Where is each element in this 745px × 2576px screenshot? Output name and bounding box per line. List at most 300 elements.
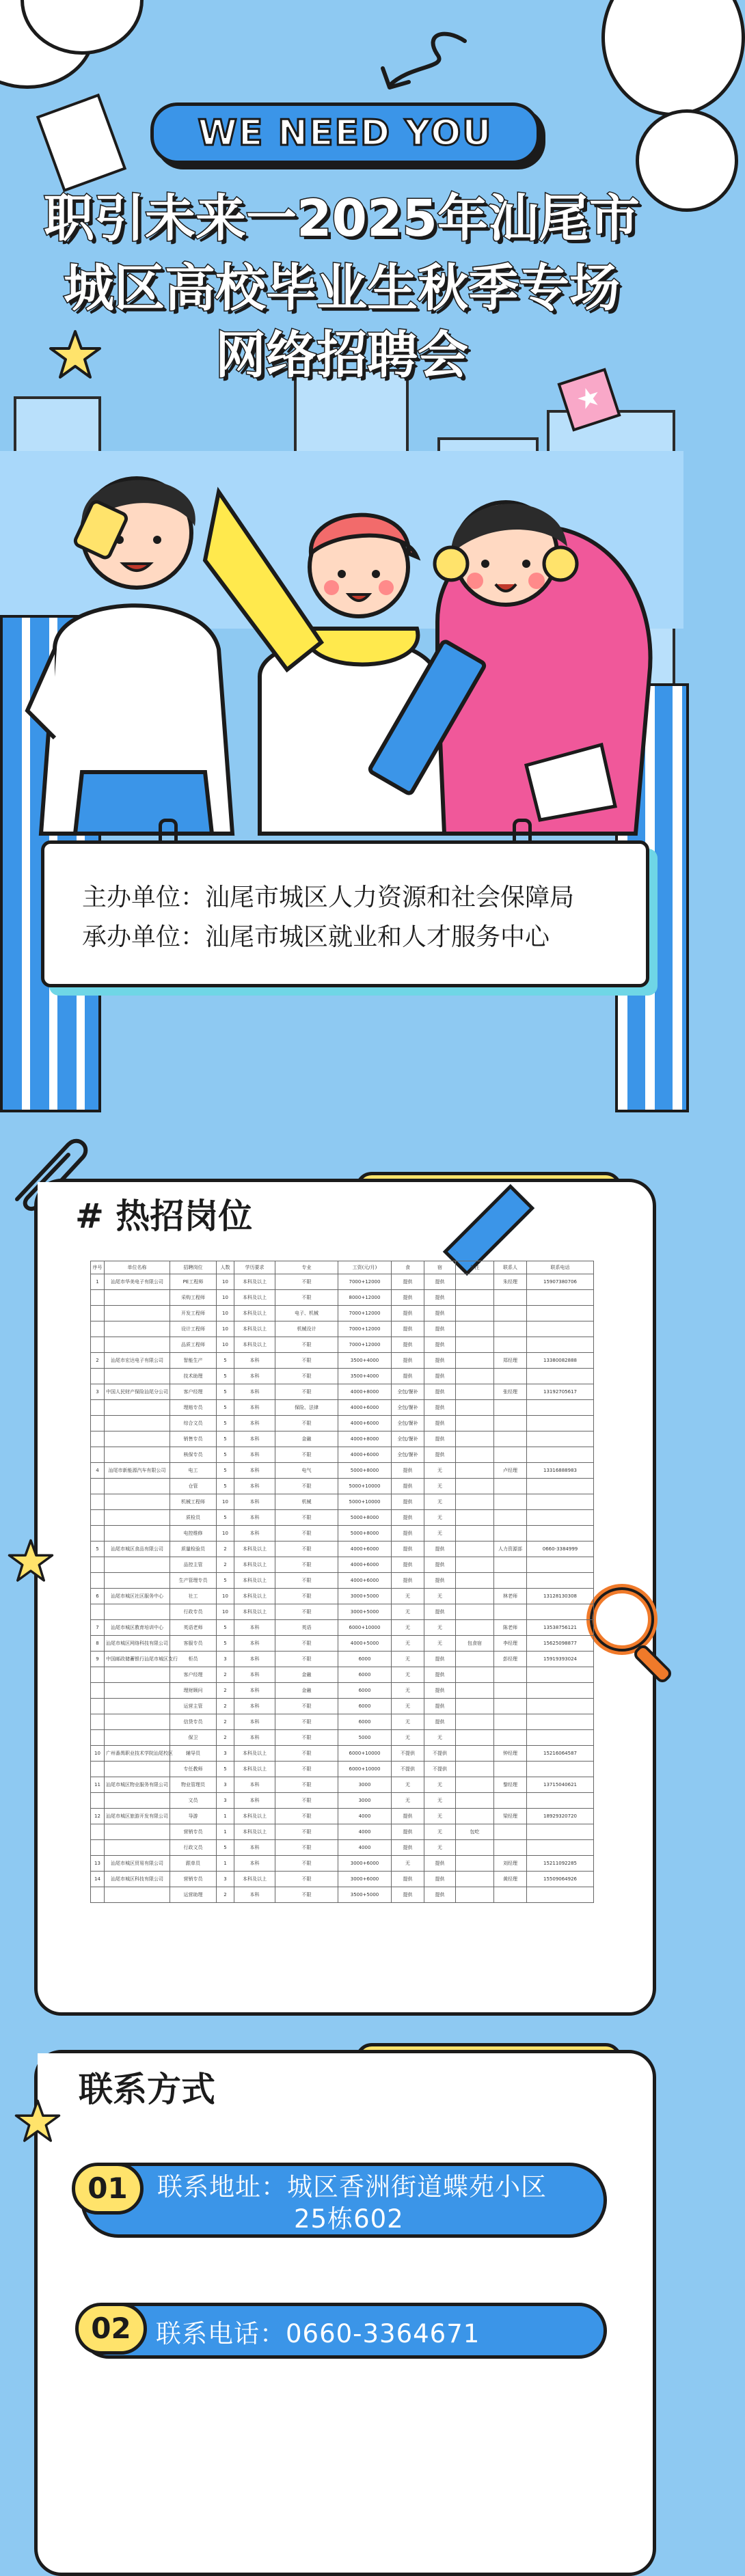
organizer-box xyxy=(41,840,649,987)
table-cell xyxy=(494,1793,527,1809)
table-cell: 信贷专员 xyxy=(170,1714,217,1730)
table-cell: 4000+6000 xyxy=(338,1400,392,1416)
table-cell xyxy=(91,1840,105,1856)
table-row xyxy=(91,1306,594,1321)
table-cell: 6000 xyxy=(338,1699,392,1714)
table-cell: 提供 xyxy=(392,1369,424,1384)
table-cell: 汕尾市新能源汽车有限公司 xyxy=(105,1463,170,1479)
table-cell xyxy=(527,1573,594,1589)
table-header-cell: 人数 xyxy=(217,1261,234,1274)
table-cell: 本科 xyxy=(234,1510,275,1526)
table-cell: 本科 xyxy=(234,1683,275,1699)
table-cell xyxy=(527,1306,594,1321)
table-cell: 无 xyxy=(392,1636,424,1652)
table-cell: 10 xyxy=(217,1494,234,1510)
table-cell: 无 xyxy=(424,1589,456,1604)
table-cell: 5 xyxy=(217,1573,234,1589)
table-cell: 不限 xyxy=(275,1746,338,1762)
co-host-unit: 承办单位：汕尾市城区就业和人才服务中心 xyxy=(82,923,550,951)
table-cell: 中国邮政储蓄银行汕尾市城区支行 xyxy=(105,1652,170,1667)
table-cell xyxy=(527,1824,594,1840)
table-cell xyxy=(494,1321,527,1337)
table-cell: 4000 xyxy=(338,1824,392,1840)
table-row xyxy=(91,1573,594,1589)
table-cell: 不限 xyxy=(275,1652,338,1667)
table-cell xyxy=(456,1589,494,1604)
table-cell xyxy=(91,1714,105,1730)
table-cell: 本科及以上 xyxy=(234,1290,275,1306)
table-cell xyxy=(105,1526,170,1542)
table-cell: 中国人民财产保险汕尾分公司 xyxy=(105,1384,170,1400)
we-need-you-badge xyxy=(150,102,540,164)
table-cell: 不限 xyxy=(275,1730,338,1746)
table-cell xyxy=(527,1840,594,1856)
table-cell xyxy=(494,1762,527,1777)
table-cell xyxy=(456,1400,494,1416)
table-cell xyxy=(91,1526,105,1542)
table-cell xyxy=(105,1321,170,1337)
table-header-cell: 工资(元/月) xyxy=(338,1261,392,1274)
table-cell: 本科及以上 xyxy=(234,1557,275,1573)
table-cell xyxy=(527,1416,594,1431)
table-cell: 汕尾市城区网络科技有限公司 xyxy=(105,1636,170,1652)
table-cell: 5 xyxy=(217,1463,234,1479)
table-cell xyxy=(494,1290,527,1306)
table-cell: 6000 xyxy=(338,1652,392,1667)
table-cell xyxy=(494,1337,527,1353)
table-cell: 本科 xyxy=(234,1431,275,1447)
table-header-cell: 招聘岗位 xyxy=(170,1261,217,1274)
contact-num-1: 01 xyxy=(72,2163,144,2215)
table-cell: 提供 xyxy=(392,1510,424,1526)
table-cell: 15625098877 xyxy=(527,1636,594,1652)
table-cell: 提供 xyxy=(424,1290,456,1306)
table-cell: 4000+8000 xyxy=(338,1431,392,1447)
table-cell: 本科及以上 xyxy=(234,1589,275,1604)
table-cell xyxy=(494,1730,527,1746)
table-cell: 不限 xyxy=(275,1699,338,1714)
table-cell: 导游 xyxy=(170,1809,217,1824)
table-cell: 10 xyxy=(217,1274,234,1290)
table-row xyxy=(91,1824,594,1840)
table-cell: 本科 xyxy=(234,1369,275,1384)
table-cell xyxy=(91,1479,105,1494)
table-cell: 理赔专员 xyxy=(170,1400,217,1416)
table-cell: 无 xyxy=(392,1730,424,1746)
table-header-cell: 食 xyxy=(392,1261,424,1274)
table-header-cell: 联系人 xyxy=(494,1261,527,1274)
table-cell xyxy=(105,1714,170,1730)
table-cell: 柜员 xyxy=(170,1652,217,1667)
table-cell: 1 xyxy=(217,1824,234,1840)
star-icon xyxy=(14,2098,62,2146)
table-row xyxy=(91,1730,594,1746)
table-cell: 本科及以上 xyxy=(234,1746,275,1762)
table-cell: 营销专员 xyxy=(170,1824,217,1840)
table-cell: 不限 xyxy=(275,1762,338,1777)
table-cell xyxy=(494,1447,527,1463)
table-row xyxy=(91,1510,594,1526)
table-cell: 10 xyxy=(217,1337,234,1353)
table-cell: 8 xyxy=(91,1636,105,1652)
table-cell: 5000 xyxy=(338,1730,392,1746)
table-cell: 提供 xyxy=(392,1337,424,1353)
table-cell xyxy=(494,1557,527,1573)
table-cell: 5000+8000 xyxy=(338,1510,392,1526)
table-cell: 7 xyxy=(91,1620,105,1636)
table-cell: 提供 xyxy=(424,1369,456,1384)
table-cell: 11 xyxy=(91,1777,105,1793)
table-header-cell: 联系电话 xyxy=(527,1261,594,1274)
table-cell: 13715040621 xyxy=(527,1777,594,1793)
table-cell: 提供 xyxy=(424,1542,456,1557)
table-cell: 电气 xyxy=(275,1463,338,1479)
table-cell xyxy=(91,1824,105,1840)
table-cell: 本科及以上 xyxy=(234,1306,275,1321)
table-cell: 提供 xyxy=(424,1400,456,1416)
table-cell xyxy=(494,1824,527,1840)
table-cell: 刘经理 xyxy=(494,1856,527,1872)
table-cell: 6 xyxy=(91,1589,105,1604)
table-cell: 10 xyxy=(217,1604,234,1620)
table-cell: 5 xyxy=(217,1447,234,1463)
table-cell: 不提供 xyxy=(392,1762,424,1777)
table-cell: 销售专员 xyxy=(170,1431,217,1447)
table-cell: 质检员 xyxy=(170,1510,217,1526)
table-cell xyxy=(456,1431,494,1447)
table-cell xyxy=(105,1699,170,1714)
table-row xyxy=(91,1463,594,1479)
table-cell xyxy=(91,1290,105,1306)
table-cell: 本科及以上 xyxy=(234,1321,275,1337)
table-cell xyxy=(494,1683,527,1699)
table-cell xyxy=(527,1793,594,1809)
hot-jobs-title: # 热招岗位 xyxy=(75,1196,253,1236)
table-row xyxy=(91,1636,594,1652)
table-cell: 2 xyxy=(217,1542,234,1557)
table-cell: 全包/餐补 xyxy=(392,1400,424,1416)
table-cell: 提供 xyxy=(424,1856,456,1872)
table-header-cell: 专业 xyxy=(275,1261,338,1274)
table-cell: 全包/餐补 xyxy=(392,1384,424,1400)
table-cell xyxy=(456,1353,494,1369)
table-cell: 汕尾市宏达电子有限公司 xyxy=(105,1353,170,1369)
table-cell: 本科及以上 xyxy=(234,1809,275,1824)
table-cell: 2 xyxy=(217,1683,234,1699)
table-cell: 无 xyxy=(424,1494,456,1510)
table-cell: 提供 xyxy=(392,1479,424,1494)
table-cell xyxy=(494,1573,527,1589)
table-cell: 全包/餐补 xyxy=(392,1431,424,1447)
table-cell: 10 xyxy=(217,1526,234,1542)
table-cell xyxy=(456,1369,494,1384)
table-cell xyxy=(494,1479,527,1494)
table-cell xyxy=(91,1494,105,1510)
table-cell xyxy=(91,1337,105,1353)
table-cell: 本科及以上 xyxy=(234,1573,275,1589)
table-cell: 5 xyxy=(217,1416,234,1431)
table-cell: 提供 xyxy=(424,1573,456,1589)
table-cell xyxy=(91,1762,105,1777)
magnifier-icon xyxy=(581,1578,683,1688)
table-row xyxy=(91,1699,594,1714)
table-cell xyxy=(105,1494,170,1510)
table-row xyxy=(91,1604,594,1620)
table-cell: 不限 xyxy=(275,1793,338,1809)
table-cell: 3 xyxy=(217,1652,234,1667)
students-illustration xyxy=(0,451,683,847)
table-cell xyxy=(91,1510,105,1526)
table-cell: 不限 xyxy=(275,1447,338,1463)
table-cell: 无 xyxy=(424,1809,456,1824)
table-cell: 不限 xyxy=(275,1416,338,1431)
table-cell: 保险、法律 xyxy=(275,1400,338,1416)
table-cell: 文员 xyxy=(170,1793,217,1809)
table-cell: 无 xyxy=(424,1620,456,1636)
table-cell xyxy=(456,1667,494,1683)
table-row xyxy=(91,1290,594,1306)
table-cell xyxy=(105,1683,170,1699)
table-cell: 13316888983 xyxy=(527,1463,594,1479)
table-cell: 提供 xyxy=(392,1463,424,1479)
table-cell: 4000+6000 xyxy=(338,1573,392,1589)
table-cell: 提供 xyxy=(392,1526,424,1542)
table-cell: 18929320720 xyxy=(527,1809,594,1824)
table-cell xyxy=(456,1652,494,1667)
table-cell: 智能生产 xyxy=(170,1353,217,1369)
table-cell xyxy=(527,1494,594,1510)
table-cell: 郑经理 xyxy=(494,1353,527,1369)
table-cell: 金融 xyxy=(275,1431,338,1447)
table-cell xyxy=(494,1604,527,1620)
table-cell: 10 xyxy=(91,1746,105,1762)
table-cell: 提供 xyxy=(424,1306,456,1321)
table-cell: 提供 xyxy=(424,1887,456,1903)
table-cell: 不限 xyxy=(275,1714,338,1730)
table-cell: 不限 xyxy=(275,1777,338,1793)
table-cell xyxy=(456,1557,494,1573)
title-line-2: 城区高校毕业生秋季专场 xyxy=(64,259,620,318)
table-cell: 提供 xyxy=(424,1384,456,1400)
table-cell xyxy=(456,1463,494,1479)
table-cell: 生产管理专员 xyxy=(170,1573,217,1589)
table-cell: 无 xyxy=(424,1526,456,1542)
table-row xyxy=(91,1526,594,1542)
table-cell: 提供 xyxy=(392,1557,424,1573)
table-cell xyxy=(527,1667,594,1683)
table-cell: 3000 xyxy=(338,1793,392,1809)
table-cell: 行政专员 xyxy=(170,1604,217,1620)
table-cell: 10 xyxy=(217,1589,234,1604)
table-cell: 不限 xyxy=(275,1856,338,1872)
table-cell: 提供 xyxy=(424,1652,456,1667)
table-cell: 3 xyxy=(217,1872,234,1887)
table-cell: 4000 xyxy=(338,1809,392,1824)
table-cell: 人力资源部 xyxy=(494,1542,527,1557)
table-cell xyxy=(456,1604,494,1620)
table-cell: 提供 xyxy=(424,1604,456,1620)
table-cell: 无 xyxy=(424,1777,456,1793)
table-row xyxy=(91,1274,594,1290)
table-cell: 10 xyxy=(217,1306,234,1321)
table-cell: 陈老师 xyxy=(494,1620,527,1636)
table-row xyxy=(91,1447,594,1463)
table-row xyxy=(91,1872,594,1887)
table-cell xyxy=(105,1369,170,1384)
table-cell xyxy=(105,1416,170,1431)
table-cell xyxy=(494,1667,527,1683)
table-cell: 提供 xyxy=(392,1274,424,1290)
table-cell xyxy=(456,1479,494,1494)
table-cell: 3000+5000 xyxy=(338,1589,392,1604)
table-cell xyxy=(91,1604,105,1620)
table-cell: 不限 xyxy=(275,1809,338,1824)
table-cell: 本科 xyxy=(234,1384,275,1400)
table-row xyxy=(91,1416,594,1431)
table-cell: 不提供 xyxy=(392,1746,424,1762)
table-cell: 卢经理 xyxy=(494,1463,527,1479)
table-cell xyxy=(494,1526,527,1542)
table-cell: 不限 xyxy=(275,1636,338,1652)
table-cell xyxy=(105,1400,170,1416)
table-cell: 品质工程师 xyxy=(170,1337,217,1353)
table-cell: 3000+6000 xyxy=(338,1856,392,1872)
table-cell xyxy=(91,1369,105,1384)
table-cell: 5 xyxy=(217,1384,234,1400)
table-row xyxy=(91,1400,594,1416)
table-cell: 机械 xyxy=(275,1494,338,1510)
table-cell xyxy=(456,1683,494,1699)
table-row xyxy=(91,1557,594,1573)
table-cell: 5 xyxy=(217,1400,234,1416)
table-cell: 无 xyxy=(392,1620,424,1636)
table-cell: 金融 xyxy=(275,1667,338,1683)
table-cell xyxy=(527,1447,594,1463)
table-cell xyxy=(105,1306,170,1321)
table-cell: 辅导员 xyxy=(170,1746,217,1762)
table-cell: 电工 xyxy=(170,1463,217,1479)
table-cell: 5000+10000 xyxy=(338,1494,392,1510)
table-cell: 6000 xyxy=(338,1667,392,1683)
table-cell: 本科 xyxy=(234,1620,275,1636)
table-cell: 提供 xyxy=(392,1824,424,1840)
table-cell: 3500+5000 xyxy=(338,1887,392,1903)
table-cell: 客户经理 xyxy=(170,1667,217,1683)
table-cell: 4000 xyxy=(338,1840,392,1856)
contact-address-line2: 25栋602 xyxy=(294,2204,404,2234)
table-cell: 无 xyxy=(392,1856,424,1872)
table-cell xyxy=(456,1777,494,1793)
table-cell: 运营助理 xyxy=(170,1887,217,1903)
table-cell: 提供 xyxy=(392,1872,424,1887)
cloud-right xyxy=(601,0,745,116)
table-cell: 运营主管 xyxy=(170,1699,217,1714)
table-cell: 汕尾市城区社区服务中心 xyxy=(105,1589,170,1604)
table-cell xyxy=(456,1872,494,1887)
table-cell: 提供 xyxy=(424,1337,456,1353)
table-cell: 黎经理 xyxy=(494,1777,527,1793)
table-header-cell: 学历要求 xyxy=(234,1261,275,1274)
table-cell xyxy=(456,1274,494,1290)
table-cell: 本科 xyxy=(234,1856,275,1872)
table-cell: 广州番禺职业技术学院汕尾校区 xyxy=(105,1746,170,1762)
table-cell: 朱经理 xyxy=(494,1274,527,1290)
table-cell: 提供 xyxy=(424,1431,456,1447)
table-cell: 汕尾市华美电子有限公司 xyxy=(105,1274,170,1290)
table-cell: 不提供 xyxy=(424,1746,456,1762)
table-cell: 6000+10000 xyxy=(338,1762,392,1777)
table-cell xyxy=(105,1730,170,1746)
table-cell: 不限 xyxy=(275,1557,338,1573)
table-cell xyxy=(494,1840,527,1856)
table-cell: 无 xyxy=(424,1730,456,1746)
table-cell xyxy=(527,1714,594,1730)
table-cell xyxy=(456,1321,494,1337)
table-cell: 提供 xyxy=(392,1321,424,1337)
table-cell xyxy=(91,1306,105,1321)
table-cell xyxy=(105,1479,170,1494)
table-cell: 无 xyxy=(392,1714,424,1730)
table-cell xyxy=(456,1526,494,1542)
table-cell xyxy=(105,1887,170,1903)
table-cell xyxy=(527,1683,594,1699)
table-cell xyxy=(494,1416,527,1431)
table-cell: 3500+4000 xyxy=(338,1369,392,1384)
table-cell: 4000+6000 xyxy=(338,1416,392,1431)
table-row xyxy=(91,1369,594,1384)
table-cell: 汕尾市城区教育培训中心 xyxy=(105,1620,170,1636)
table-cell: 13128130308 xyxy=(527,1589,594,1604)
table-cell: 英语老师 xyxy=(170,1620,217,1636)
table-cell xyxy=(456,1856,494,1872)
table-cell: 5 xyxy=(217,1431,234,1447)
table-row xyxy=(91,1762,594,1777)
table-cell: 开发工程师 xyxy=(170,1306,217,1321)
table-cell: 1 xyxy=(217,1856,234,1872)
table-cell xyxy=(105,1447,170,1463)
table-cell xyxy=(527,1431,594,1447)
table-cell: 机械设计 xyxy=(275,1321,338,1337)
table-cell: 本科 xyxy=(234,1793,275,1809)
table-cell xyxy=(105,1762,170,1777)
table-cell: 无 xyxy=(424,1636,456,1652)
table-row xyxy=(91,1620,594,1636)
table-cell: 本科 xyxy=(234,1416,275,1431)
table-cell xyxy=(91,1699,105,1714)
table-cell: 6000+10000 xyxy=(338,1620,392,1636)
table-cell: 提供 xyxy=(392,1290,424,1306)
table-cell xyxy=(527,1730,594,1746)
table-row xyxy=(91,1809,594,1824)
table-cell: 本科 xyxy=(234,1353,275,1369)
table-cell: 13380082888 xyxy=(527,1353,594,1369)
table-cell: 不限 xyxy=(275,1290,338,1306)
table-row xyxy=(91,1321,594,1337)
table-cell xyxy=(456,1809,494,1824)
table-cell xyxy=(105,1667,170,1683)
table-cell: 不限 xyxy=(275,1840,338,1856)
table-cell: 提供 xyxy=(392,1573,424,1589)
table-cell: 本科 xyxy=(234,1463,275,1479)
table-cell: 本科及以上 xyxy=(234,1542,275,1557)
table-cell xyxy=(456,1746,494,1762)
table-header-cell: 单位名称 xyxy=(105,1261,170,1274)
table-cell: 4000+6000 xyxy=(338,1557,392,1573)
table-row xyxy=(91,1431,594,1447)
table-cell: 无 xyxy=(392,1604,424,1620)
table-row xyxy=(91,1887,594,1903)
table-cell: 金融 xyxy=(275,1683,338,1699)
